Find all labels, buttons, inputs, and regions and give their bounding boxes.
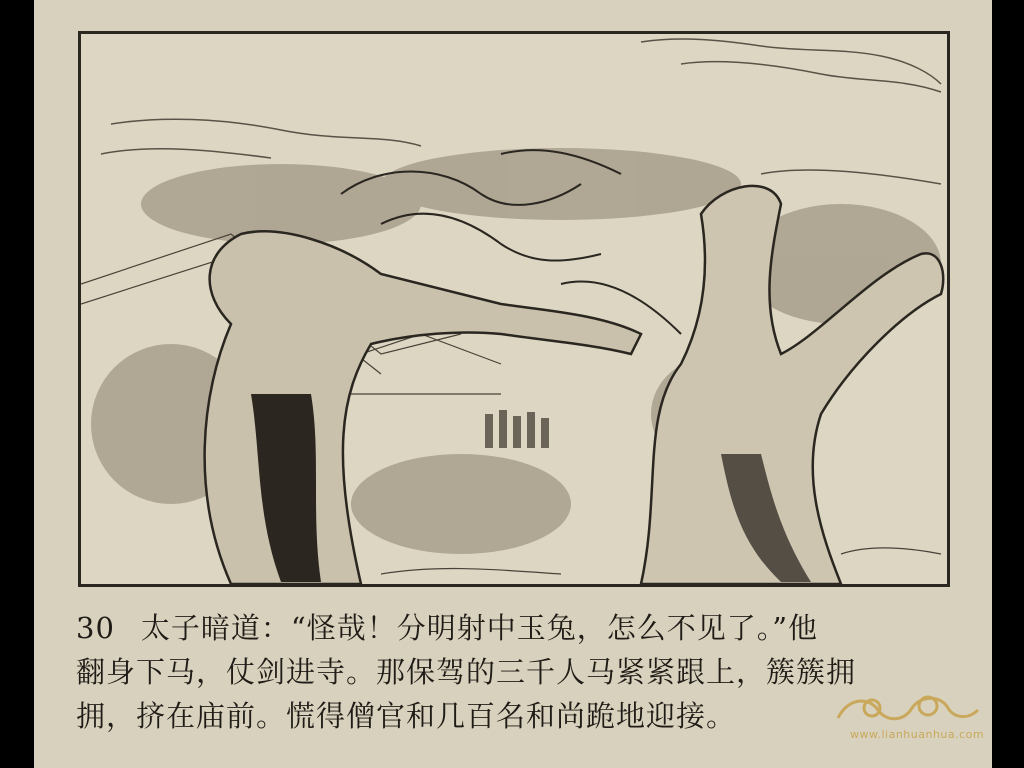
caption-line-2: 翻身下马，仗剑进寺。那保驾的三千人马紧紧跟上，簇簇拥 (76, 655, 857, 689)
illustration-panel (78, 31, 950, 587)
watermark-url: www.lianhuanhua.com (850, 728, 985, 741)
site-watermark (828, 688, 988, 752)
panel-number: 30 (76, 611, 115, 645)
caption-text-1: 太子暗道：“怪哉！分明射中玉兔，怎么不见了。”他 (140, 611, 819, 645)
temple-trees-illustration (81, 34, 947, 584)
crowd-figures (485, 410, 549, 448)
watermark-logo-icon (828, 688, 988, 728)
comic-page (34, 0, 992, 768)
caption-line-1 (76, 606, 956, 650)
caption-line-3: 拥，挤在庙前。慌得僧官和几百名和尚跪地迎接。 (76, 699, 737, 733)
panel-caption (76, 606, 956, 738)
